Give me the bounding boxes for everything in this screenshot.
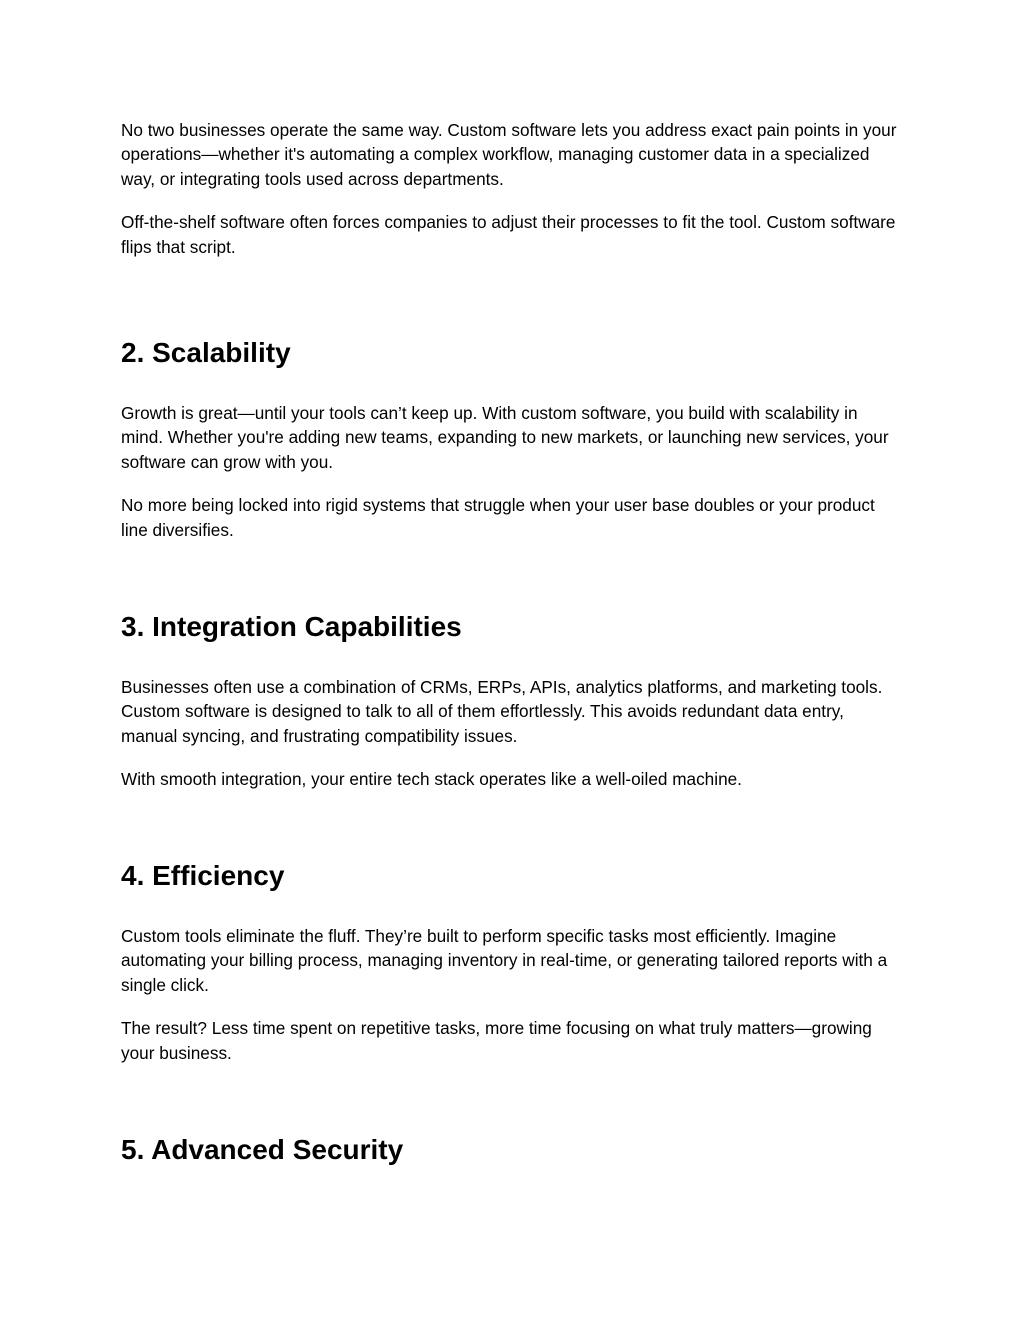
document-page (121, 118, 901, 1165)
section-scalability (121, 336, 901, 542)
intro-block (121, 118, 901, 259)
section-paragraph: The result? Less time spent on repetitive tasks, more time focusing on what truly matters—growing your business. (121, 1018, 872, 1063)
section-paragraph: Custom tools eliminate the fluff. They’re built to perform specific tasks most efficiently. Imagine automating your billing process, managing inventory in real-time, or generating tailored reports with a single click. (121, 926, 888, 995)
section-advanced-security (121, 1133, 901, 1167)
section-paragraph: Growth is great—until your tools can’t keep up. With custom software, you build with scalability in mind. Whether you're adding new teams, expanding to new markets, or launching new services, your software can grow with you. (121, 403, 889, 472)
section-heading: 5. Advanced Security (121, 1134, 404, 1165)
section-integration-capabilities (121, 610, 901, 792)
section-paragraph: No more being locked into rigid systems that struggle when your user base doubles or your product line diversifies. (121, 495, 875, 540)
section-heading: 4. Efficiency (121, 860, 285, 891)
intro-paragraph: Off-the-shelf software often forces companies to adjust their processes to fit the tool. Custom software flips that script. (121, 212, 896, 257)
section-heading: 3. Integration Capabilities (121, 611, 462, 642)
section-heading: 2. Scalability (121, 337, 291, 368)
section-paragraph: Businesses often use a combination of CRMs, ERPs, APIs, analytics platforms, and marketing tools. Custom software is designed to talk to all of them effortlessly. This avoids redundant data entry, manual syncing, and frustrating compatibility issues. (121, 677, 883, 746)
section-paragraph: With smooth integration, your entire tech stack operates like a well-oiled machine. (121, 769, 742, 790)
intro-paragraph: No two businesses operate the same way. Custom software lets you address exact pain points in your operations—whether it's automating a complex workflow, managing customer data in a specialized way, or integrating tools used across departments. (121, 120, 897, 189)
section-efficiency (121, 859, 901, 1065)
